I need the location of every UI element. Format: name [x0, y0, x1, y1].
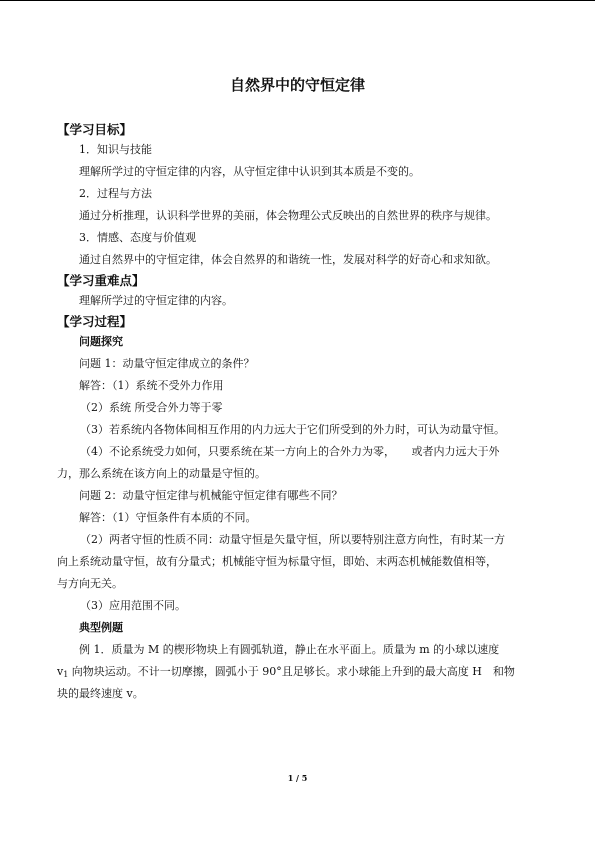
question-1-answer-1: 解答：（1）系统不受外力作用 [79, 379, 224, 392]
velocity-subscript: 1 [63, 670, 69, 679]
example-1-line-2-text: 向物块运动。不计一切摩擦，圆弧小于 90°且足够长。求小球能上升到的最大高度 H 和物 [68, 665, 515, 678]
question-2-answer-3: （3）应用范围不同。 [80, 599, 186, 612]
examples-heading: 典型例题 [79, 621, 123, 634]
example-1-line-2 [57, 661, 545, 683]
objective-attitude-text: 通过自然界中的守恒定律，体会自然界的和谐统一性，发展对科学的好奇心和求知欲。 [79, 253, 497, 266]
document-title: 自然界中的守恒定律 [229, 76, 365, 94]
objective-knowledge-label: 1．知识与技能 [79, 143, 152, 156]
velocity-symbol: v [57, 665, 64, 678]
section-heading-process: 【学习过程】 [57, 314, 133, 329]
question-2-answer-2a: （2）两者守恒的性质不同：动量守恒是矢量守恒，所以要特别注意方向性，有时某一方 [80, 533, 505, 546]
section-heading-objectives: 【学习目标】 [57, 122, 133, 137]
section-heading-key-points: 【学习重难点】 [57, 273, 145, 288]
example-1-line-3: 块的最终速度 v。 [57, 687, 144, 700]
question-1: 问题 1：动量守恒定律成立的条件？ [79, 357, 255, 370]
key-points-text: 理解所学过的守恒定律的内容。 [79, 294, 233, 307]
example-1-line-1: 例 1．质量为 M 的楔形物块上有圆弧轨道，静止在水平面上。质量为 m 的小球以速度 [79, 643, 500, 656]
question-1-answer-4b: 力，那么系统在该方向上的动量是守恒的。 [57, 467, 266, 480]
question-2-answer-2c: 与方向无关。 [57, 577, 123, 590]
objective-process-text: 通过分析推理，认识科学世界的美丽，体会物理公式反映出的自然世界的秩序与规律。 [79, 209, 497, 222]
question-2: 问题 2：动量守恒定律与机械能守恒定律有哪些不同？ [79, 489, 343, 502]
objective-attitude-label: 3．情感、态度与价值观 [79, 231, 196, 244]
question-1-answer-2: （2）系统 所受合外力等于零 [80, 401, 223, 414]
question-1-answer-4a: （4）不论系统受力如何，只要系统在某一方向上的合外力为零， 或者内力远大于外 [80, 445, 500, 458]
objective-knowledge-text: 理解所学过的守恒定律的内容，从守恒定律中认识到其本质是不变的。 [79, 165, 420, 178]
top-rule [0, 0, 595, 1]
page-number: 1 / 5 [287, 773, 308, 783]
question-2-answer-1: 解答：（1）守恒条件有本质的不同。 [79, 511, 257, 524]
inquiry-heading: 问题探究 [79, 335, 123, 348]
question-2-answer-2b: 向上系统动量守恒，故有分量式；机械能守恒为标量守恒，即始、末两态机械能数值相等， [57, 555, 497, 568]
objective-process-label: 2．过程与方法 [79, 187, 152, 200]
document-body [57, 120, 545, 705]
question-1-answer-3: （3）若系统内各物体间相互作用的内力远大于它们所受到的外力时，可认为动量守恒。 [80, 423, 505, 436]
